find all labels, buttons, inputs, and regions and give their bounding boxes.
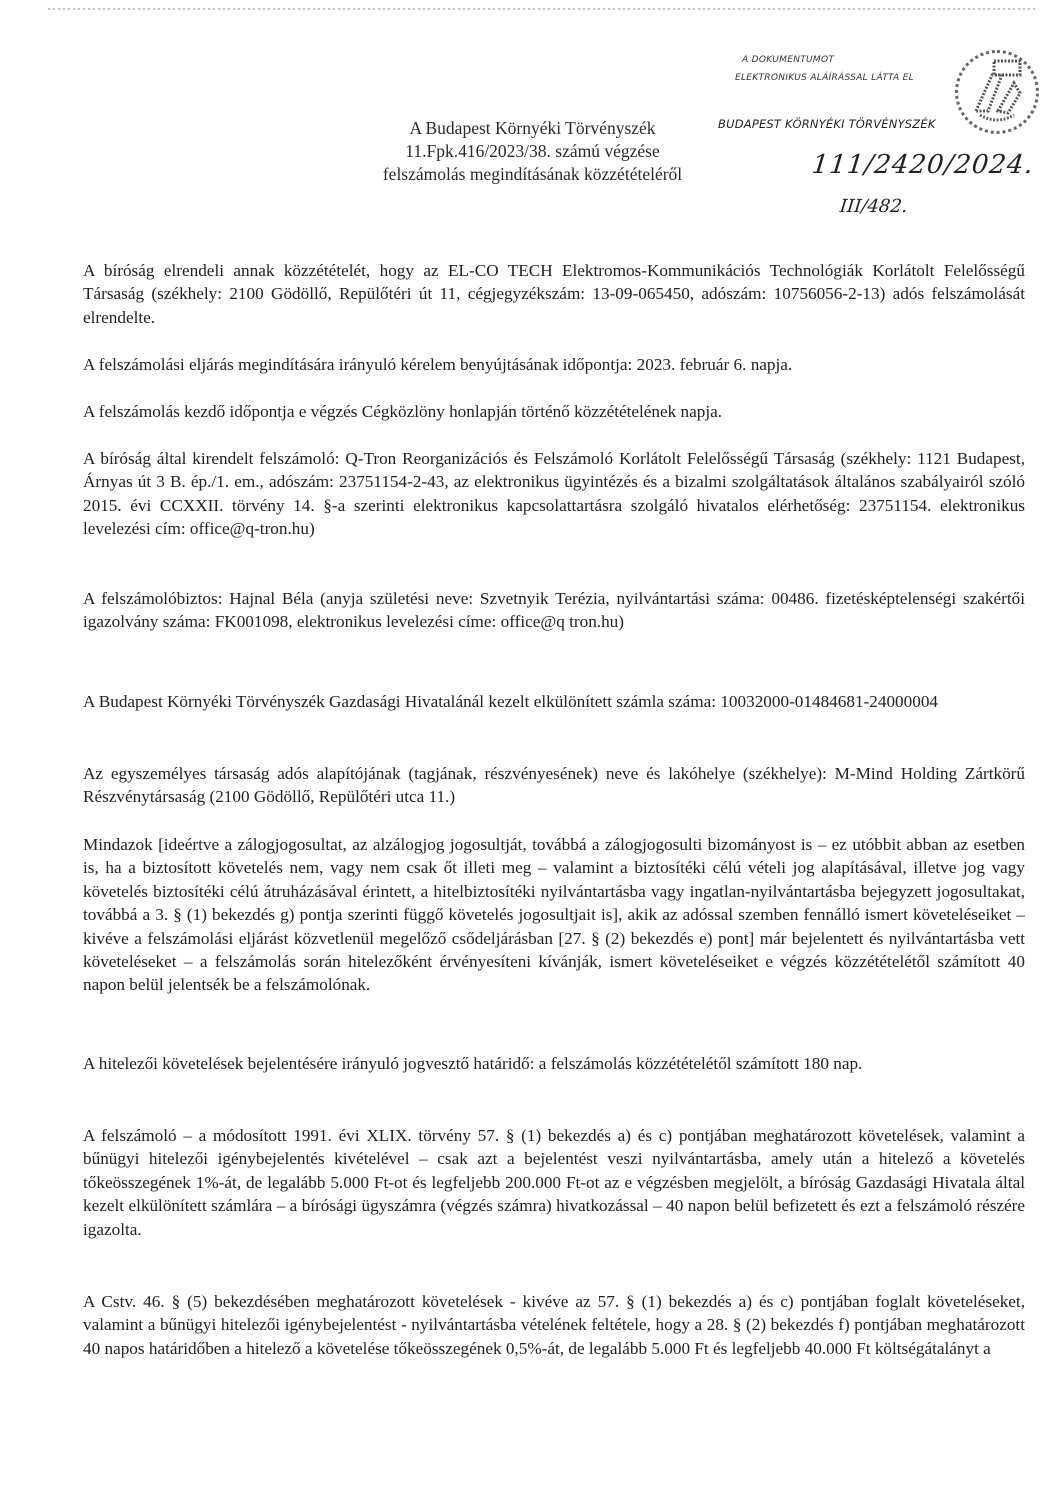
title-line-case-number: 11.Fpk.416/2023/38. számú végzése — [405, 141, 660, 161]
paragraph-start-date: A felszámolás kezdő időpontja e végzés Cégközlöny honlapján történő közzétételének napja. — [83, 402, 723, 421]
signature-stamp-line2: ELEKTRONIKUS ALÁÍRÁSSAL LÁTTA EL — [735, 73, 914, 83]
paragraph-request-date: A felszámolási eljárás megindítására irányuló kérelem benyújtásának időpontja: 2023. február 6. napja. — [83, 355, 793, 374]
paragraph-cstv-condition: A Cstv. 46. § (5) bekezdésében meghatározott követelések - kivéve az 57. § (1) bekezdés a) és c) pontjában foglalt követeléseket, valamint a bűnügyi hitelezői igénybejelentést - nyilvántartásba vételének feltétele, hogy a 28. § (2) bekezdés f) pontjában meghatározott 40 napos határidőben a hitelező a követelése tőkeösszegének 0,5%-át, de legalább 5.000 Ft és legfeljebb 40.000 Ft költségátalányt a — [83, 1292, 1025, 1358]
paragraph-commissioner: A felszámolóbiztos: Hajnal Béla (anyja születési neve: Szvetnyik Terézia, nyilvántartási száma: 00486. fizetésképtelenségi szakértői igazolvány száma: FK001098, elektronikus levelezési címe: office@q tron.hu) — [83, 589, 1025, 632]
title-line-subject: felszámolás megindításának közzétételéről — [382, 164, 683, 184]
signature-stamp-line1: A DOKUMENTUMOT — [742, 55, 835, 65]
scan-artifact-line — [48, 8, 1038, 10]
paragraph-founder: Az egyszemélyes társaság adós alapítójának (tagjának, részvényesének) neve és lakóhelye (székhelye): M-Mind Holding Zártkörű Részvénytársaság (2100 Gödöllő, Repülőtéri utca 11.) — [83, 764, 1025, 807]
paragraph-order-publication: A bíróság elrendeli annak közzétételét, hogy az EL-CO TECH Elektromos-Kommunikációs Technológiák Korlátolt Felelősségű Társaság (székhely: 2100 Gödöllő, Repülőtéri út 11, cégjegyzékszám: 13-09-065450, adószám: 10756056-2-13) adós felszámolását elrendelte. — [83, 261, 1025, 327]
court-seal-icon — [955, 50, 1039, 134]
paragraph-registration-fee: A felszámoló – a módosított 1991. évi XLIX. törvény 57. § (1) bekezdés a) és c) pontjában meghatározott követelések, valamint a bűnügyi hitelezői igénybejelentés kivételével – csak azt a bejelentést veszi nyilvántartásba, amely után a hitelező a követelés tőkeösszegének 1%-át, de legalább 5.000 Ft-ot és legfeljebb 200.000 Ft-ot az e végzésben megjelölt, a bíróság Gazdasági Hivatala által kezelt elkülönített számlára – a bírósági ügyszámra (végzés számra) hivatkozással – 40 napon belül befizetett és ezt a felszámoló részére igazolta. — [83, 1126, 1025, 1239]
document-title — [360, 117, 705, 186]
handwritten-file-number: 111/2420/2024. — [810, 150, 1036, 180]
title-line-court: A Budapest Környéki Törvényszék — [409, 118, 656, 138]
handwritten-sub-number: III/482. — [838, 196, 909, 217]
paragraph-account-number: A Budapest Környéki Törvényszék Gazdasági Hivatalánál kezelt elkülönített számla száma: 10032000-01484681-24000004 — [83, 692, 939, 711]
paragraph-liquidator: A bíróság által kirendelt felszámoló: Q-Tron Reorganizációs és Felszámoló Korlátolt Felelősségű Társaság (székhely: 1121 Budapest, Árnyas út 3 B. ép./1. em., adószám: 23751154-2-43, az elektronikus ügyintézés és a bizalmi szolgáltatások általános szabályairól szóló 2015. évi CCXXII. törvény 14. §-a szerinti elektronikus kapcsolattartásra szolgáló hivatalos elérhetőség: 23751154. elektronikus levelezési cím: office@q-tron.hu) — [83, 449, 1025, 539]
court-stamp: BUDAPEST KÖRNYÉKI TÖRVÉNYSZÉK — [718, 117, 936, 131]
paragraph-deadline: A hitelezői követelések bejelentésére irányuló jogvesztő határidő: a felszámolás közzétételétől számított 180 nap. — [83, 1054, 863, 1073]
paragraph-creditors-claims: Mindazok [ideértve a zálogjogosultat, az alzálogjog jogosultját, továbbá a zálogjogosulti bizományost is – ez utóbbit abban az esetben is, ha a biztosított követelés nem, vagy nem csak őt illeti meg – valamint a biztosítéki célú vételi jog alapításával, illetve jog vagy követelés biztosítéki célú átruházásával érintett, a hitelbiztosítéki nyilvántartásba vagy ingatlan-nyilvántartásba bejegyzett jogosultakat, továbbá a 3. § (1) bekezdés g) pontja szerinti függő követelés jogosultjait is], akik az adóssal szemben fennálló ismert követeléseiket – kivéve a felszámolási eljárást közvetlenül megelőző csődeljárásban [27. § (2) bekezdés e) pont] már bejelentett és nyilvántartásba vett követeléseket – a felszámolás során hitelezőként érvényesíteni kívánják, ismert követeléseiket e végzés közzétételétől számított 40 napon belül jelentsék be a felszámolónak. — [83, 835, 1025, 995]
